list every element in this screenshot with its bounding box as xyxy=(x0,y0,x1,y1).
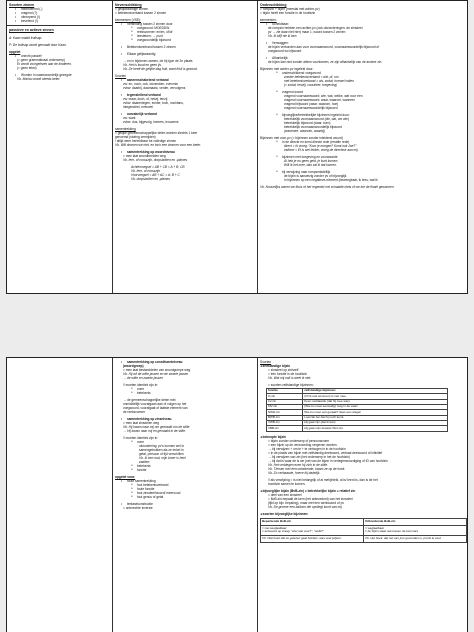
text-line: opgelet voor: xyxy=(115,475,136,479)
text-line: direct = Ik vroeg: "Kom je morgen? Komt ook Joe?" xyxy=(284,144,357,149)
text-line: vw: en, noch, ook, bovendien, evenmin xyxy=(123,82,179,87)
text-line: (waarmee, waarvan, waarbij) xyxy=(284,129,325,134)
text-line: o fout zinsdeel/woord/ meervoud xyxy=(115,491,255,495)
text-line: !! moeten identiek zijn in: xyxy=(123,383,159,387)
text-line: de rompzin hebben een achter-pv (ook uitzonderingen: de zinsdeel xyxy=(268,26,363,31)
bvb-zin-table xyxy=(260,518,467,543)
text-line: = betekenisverband tussen 2 zinnen xyxy=(115,11,167,16)
table-cell: functie xyxy=(267,389,303,394)
text-line: Vb. Het is koud en geen ijs. xyxy=(123,63,162,68)
text-line: • Worden in naamwoordelijk gezegde xyxy=(9,73,110,77)
text-line: • onecht passief xyxy=(9,54,110,58)
text-line: de bijzin kan niet zonder alleen voorkomen, ze zijn afhankelijk van de andere zin xyxy=(268,60,382,65)
text-line: Vb. Wat mij ooit is weet ik niet. xyxy=(268,376,312,380)
text-line: (lijkt op bijv. bepaling), maar met een werkwoord of pv xyxy=(268,500,344,505)
text-line: pv → zie daar niet hier) maar 1, woord tussen 2 zinnen xyxy=(268,30,346,35)
table-cell: (Wie ku moet eenmalig) mag in de vaart xyxy=(303,405,448,410)
text-line: ➔ soorten bijvoeglijke bijzinnen: xyxy=(260,512,467,516)
text-line: kenmerken (VSE): xyxy=(115,18,142,23)
text-line: de bijzin is aanwezig zonder pv of bijvoeglijk xyxy=(284,174,347,179)
text-line: Vb. Marlou wordt steeds beter. xyxy=(17,76,61,81)
text-line: • aaneenschakelend verband xyxy=(115,78,255,82)
text-line: vvbw: daarbij, daarnaast, verder, vervolgens xyxy=(123,86,186,91)
text-line: Vb. Hij wil de witte jassen en de zwarte jassen xyxy=(123,372,189,376)
text-line: Bijzinnen met voor-pv (= bijzinnen zonder inleidend woord) xyxy=(260,136,343,141)
text-line: (= geen grammaticaal onderwerp) xyxy=(17,57,65,62)
text-line: Vb. Het verbiegen even hij zich in de stilte. xyxy=(268,462,329,467)
text-line: vragend voornaamwoordelijk bijwoord xyxy=(284,106,338,111)
table-cell: O-zin xyxy=(267,394,303,399)
text-line: • Verwaggen: xyxy=(260,41,467,45)
text-line: o bij verwijzing naar rompsmiddellijk xyxy=(260,170,467,174)
text-line: integendeel, evenwel xyxy=(123,105,153,110)
text-line: = zinsdeel op zichzelf xyxy=(268,368,299,372)
column-soorten-zinnen xyxy=(7,1,113,293)
text-line: Nevenschikking xyxy=(115,3,142,7)
bijzin-tail xyxy=(260,435,467,516)
page-2 xyxy=(6,357,468,632)
text-line: Onderschikking xyxy=(260,3,287,7)
text-line: Vb. Wilt dromen we niet, en toch een dromen voor een beter. xyxy=(115,143,201,148)
table-cell: Wie ku moet ooit geraak? dees een wagen xyxy=(303,410,448,415)
text-line: getal, persoon of tijd verschillen xyxy=(139,452,184,456)
text-line: Al heb je nu geen geld, je kunt komen. xyxy=(284,159,339,164)
text-line: Achtervoegsel = AB + CB = A + B; CB xyxy=(131,165,185,170)
text-line: o fout betekenisverband xyxy=(115,483,255,487)
text-line: Vb. De groene een balloon die opvliegt komt van mij. xyxy=(268,504,343,509)
text-line: betrekkelijk bijwoord (waar, toen) xyxy=(284,121,331,126)
table-cell: MV-zin xyxy=(267,405,303,410)
bvb-header-beperkend: Beperkende BvB-zin xyxy=(261,518,364,525)
text-line: o voegwoord: MOEDDW xyxy=(115,26,255,30)
text-line: o reeksvormer: en/en, of/of xyxy=(115,30,255,34)
text-line: Voorvoegsel = AB + AC = A: B + C xyxy=(131,173,180,178)
text-line xyxy=(7,25,112,26)
bvb-uitbreidend-def: = weglaatbaar = de bijzin staat ook tussen de komma's xyxy=(364,525,467,536)
text-line: Vb. Ze heeft de gelijke dag fruit, want frisli is gezond. xyxy=(123,67,198,72)
text-line: • bevelend (!) xyxy=(9,19,110,23)
text-line: uitzondering: pv's kunnen wel in xyxy=(139,444,185,448)
column-onderschikking xyxy=(258,1,469,293)
text-line: vw: want xyxy=(123,116,136,121)
text-line: • Afhankelijk: xyxy=(260,56,467,60)
bvb-uitbreidend-example: Vb. Het boek, dat net van jour gevonden is, prooit te veel. xyxy=(364,536,467,543)
table-cell: Hij gaat mijn doekter films ik). xyxy=(303,426,448,431)
text-line: • oorzakelijk verband xyxy=(115,112,255,116)
text-line: A: Kaan maakt fruitsap. xyxy=(9,35,43,40)
column-empty xyxy=(7,358,113,632)
text-line: Soorten xyxy=(260,360,272,364)
bijzin-head xyxy=(260,360,467,387)
text-line: ! altijd weer herleidbaar tot volledige zinnen xyxy=(115,139,177,144)
text-line: voegwoord wo bijwoord xyxy=(268,49,302,54)
table-cell: LV-zin xyxy=(267,399,303,404)
text-line: betrekkelijk voornaamwoordelijk bijwoord xyxy=(284,125,342,130)
text-line: • samentrekking op woordniveau xyxy=(115,150,255,154)
text-line: Vb. Ik ben oud, mijn broer is heel xyxy=(139,456,186,460)
text-line: ➔ beknopte bijzin xyxy=(260,435,467,439)
text-line: → bij verwijzen van zin (het onderwerp in het de hoofdzin) xyxy=(268,454,350,459)
page-1 xyxy=(6,0,468,294)
text-line: ➔ bijvoeglijke bijzin (BvB-zin) = betrekkelijke bijzin = relatief zin xyxy=(260,489,467,493)
text-line: → bij dat is waar de is we (net van de bijzin in vertegenwoordiging of ID van hoofdzin xyxy=(268,458,388,463)
text-line: → de gemeenschappelijke delen mbt xyxy=(123,398,176,402)
text-line: vragend voornaamwoord: wie, wat, welke, wat voor een xyxy=(284,94,363,99)
text-line: !! moeten identiek zijn in: xyxy=(123,436,159,440)
text-line: vragend bijwoord (waar, waarom, hoe) xyxy=(284,102,339,107)
text-line: voegwoord, voorafgaat of laatste element van xyxy=(123,406,188,410)
text-line: Vb. Tiersen met een onbekende, kwam ze op de hoek. xyxy=(268,466,346,471)
text-line: Bijzinnen met achter-pv ingeleid door: xyxy=(260,67,314,72)
column-soorten-bijzinnen xyxy=(258,358,469,632)
text-line: o in de directe en semi-directe rede (erratile rede) xyxy=(260,140,467,144)
text-line: onmiddellijk voorafgaan aan of volgen op het xyxy=(123,402,187,406)
text-line: = in de plaats van bijzin met zelfstandig deelwoord, verbaal deelwoord of infinitief xyxy=(268,450,383,455)
text-line: = soorten zelfstandige bijzinnen: xyxy=(268,383,314,387)
text-line: zonder betekenisverband = dat, of, om xyxy=(284,75,339,80)
text-line: = men laat bestanddelen van woordgroepe weg xyxy=(123,368,191,372)
text-line: (= geen tekst) xyxy=(17,65,37,70)
text-line: o onderschikkend voegwoord xyxy=(260,71,467,75)
text-line: = bijzin zonder onderwerp of persoonsvorm xyxy=(268,438,330,443)
text-line: Soorten xyxy=(115,74,127,79)
bvb-header-uitbreidend: Uitbreidende BvB-zin xyxy=(364,518,467,525)
zelfstandige-bijzinnen-table xyxy=(266,388,448,432)
text-line: • tegenstellend verband xyxy=(115,93,255,97)
text-line: de reeksvormer xyxy=(123,410,146,414)
table-cell: VBB-zin xyxy=(267,426,303,431)
text-line: → en in bijzinnen zamen, de bij type de 2e plaats xyxy=(123,59,193,64)
text-line: • samentrekking op zinsniveau xyxy=(115,417,255,421)
text-line: → de witte en zwarte jassen xyxy=(123,376,163,380)
text-line: o vorm xyxy=(115,387,255,391)
text-line: Vb. dorpsbotten en -plaines xyxy=(131,177,170,182)
bvb-beperkend-example: Vb. Wat boek dat ze gelezen gaat hebben, was veel prijzen. xyxy=(261,536,364,543)
table-cell: NWD-zin xyxy=(267,410,303,415)
text-line: o fout genus of getal xyxy=(115,495,255,499)
text-line: vw: maar, doch, of, hetzij, tenzij xyxy=(123,97,168,102)
text-line: genoemd (storing vermijden) xyxy=(115,135,156,140)
text-line: • foute samentrekking xyxy=(115,479,255,483)
text-line: = deel van een zinsdeel xyxy=(268,492,302,497)
text-line: • uitroepend (!) xyxy=(9,15,110,19)
text-line: kenmerken: xyxy=(260,18,277,23)
text-line: = men laat woordbeelden weg xyxy=(123,154,166,159)
text-line: P: De fruitsap wordt gemaakt door Kaan. xyxy=(9,42,67,47)
text-line: met betekenisverband = als, zodat, hoewel indien xyxy=(284,79,354,84)
text-line: • Verbinding tussen 2 zinnen door xyxy=(115,22,255,26)
text-line: o vorm xyxy=(115,440,255,444)
text-line: indirect = Ef is wel lekker, vroeg de directeur aan mij. xyxy=(284,148,359,153)
text-line: o vragend woord xyxy=(260,90,467,94)
text-line: opgelet xyxy=(9,49,21,54)
text-line: (= zodat, terwijl, vooraleer, toegeving) xyxy=(284,83,338,88)
table-cell: VWB-zin xyxy=(267,421,303,426)
text-line: → bij verwijzen + om te + te verbogen in in de hoofdzin xyxy=(268,446,346,451)
text-line: o betekenis xyxy=(115,464,255,468)
text-line: • mededelend (.) xyxy=(9,7,110,11)
text-line: ➔ zelfstandige bijzin xyxy=(260,364,467,368)
text-line: • tentasekonstructie xyxy=(115,502,255,506)
text-line: vvbw: dus, bijgevolg, immers, trouwens xyxy=(123,120,179,125)
text-line: zadden xyxy=(139,460,150,464)
bvb-beperkend-def: = niet weglaatbaar = antwoord op vraag: "wie/ wat voor?", "welk?" xyxy=(261,525,364,536)
text-line: Vb. leer- of roosszijn, dorpsbotten en -plaines xyxy=(123,158,188,163)
text-line: Vb. Hij kwam naar mij om gemaakt om de stilte. xyxy=(123,425,191,429)
table-cell: Hij gaat zijn (dat ik kan) xyxy=(303,421,448,426)
text-line: Er wordt voorgelezen aan de kinderen. xyxy=(17,61,72,66)
text-line: Soorten zinnen xyxy=(9,3,35,7)
text-line: o bijvoeglijke/betrekkelijke bijzinnen ingeleid door: xyxy=(260,113,467,117)
text-line: vragend voornaamwoord: waar, waarom, wanneer xyxy=(284,98,355,103)
text-line: samengetrokken als ze enkel in xyxy=(139,448,184,452)
text-line: Vb. leer- of roosszijn xyxy=(131,169,160,174)
table-cell: Loerzak bei dat hij noch komt. xyxy=(303,415,448,420)
text-line: in bijzinnen op een negatieve-element (beweegbaar, ik lees, wat ik xyxy=(284,178,378,183)
text-line: = onterechte inversie xyxy=(123,506,153,510)
text-line: Wilt ik het mee, dan zal ik dat komen. xyxy=(284,163,337,168)
text-line: betrekkelijk voornaamwoord (die, dat, om wie) xyxy=(284,117,350,122)
text-line: = gelijkwaardige zinnen xyxy=(115,7,149,12)
text-line: Vb. Zo verbaasde, hoeve hij dadelijk. xyxy=(268,470,321,475)
text-line: (woordgroep) xyxy=(123,364,144,368)
text-line: o bijzinnen met toegeving en voorwaarde xyxy=(260,155,467,159)
text-line: • samentrekking op constituentniveau xyxy=(115,360,255,364)
text-line: de bijzin verbonden aan voor voornaamwoord, voornaamwoordelijk bijwoord of xyxy=(268,45,380,50)
text-line: vvbw: daarentegen, echter, toch, nochtans, xyxy=(123,101,184,106)
text-line: • Elkaar gelijkwaardig xyxy=(115,52,255,56)
table-cell: BWB-zin xyxy=(267,415,303,420)
text-line: • Scheidbaar: xyxy=(260,22,467,26)
text-line: hoofdzin samen te komen. xyxy=(268,481,306,486)
text-line: o voegwoordelijk bijwoord xyxy=(115,38,255,42)
text-line: o foute functie xyxy=(115,487,255,491)
text-line: passieve en actieve zinnen xyxy=(9,28,54,33)
text-line: samentrekking xyxy=(115,127,136,132)
text-line: = men laat zinsdelen weg xyxy=(123,421,160,425)
text-line: → Hij kwam naar mij en gemaakt in de stilte. xyxy=(123,429,186,433)
text-line: !! als verwijzing = is niet belangrijk of al met/jel/elk, al is/ leerd is, dan is de het xyxy=(268,477,378,482)
text-line: o betekenis xyxy=(115,391,255,395)
column-nevenschikking xyxy=(113,1,258,293)
text-line: = BvB-zin bepaalt de kern (het antecedent) van het zinsdeel xyxy=(268,496,353,501)
text-line: Vb. Nouvelijks waren we thuis of het regende/ net schaalde niets of we toe de finale gewonnen xyxy=(260,185,394,190)
table-cell: zelfstandige bijzinnen xyxy=(303,389,448,394)
text-line: = een bijzin op de verwoording vergeven worden. xyxy=(268,442,338,447)
table-row xyxy=(267,426,448,431)
text-line: o functie xyxy=(115,468,255,472)
column-samentrekking xyxy=(113,358,258,632)
text-line: = rompzin + bijzin (meestal met achter-pv) xyxy=(260,7,320,12)
table-cell: (Of ik ook sommen) is niet mee. xyxy=(303,394,448,399)
table-cell: Koen verklaarde (dat hij mee was) xyxy=(303,399,448,404)
text-line: = één functie in de hoofdzin xyxy=(268,372,308,376)
text-line: = bijzin heeft een functie in de hoofdzin xyxy=(260,11,316,16)
text-line: Vb. Ik blijf nie ik ben. xyxy=(268,34,298,39)
text-line: = gelijke gemeenschappelijke delen worden slechts 1 keer xyxy=(115,131,198,136)
text-line: o leesteken: → punt xyxy=(115,34,255,38)
text-line: • Betekenisverband tussen 2 zinnen xyxy=(115,45,255,49)
text-line: • vragend (?) xyxy=(9,11,110,15)
